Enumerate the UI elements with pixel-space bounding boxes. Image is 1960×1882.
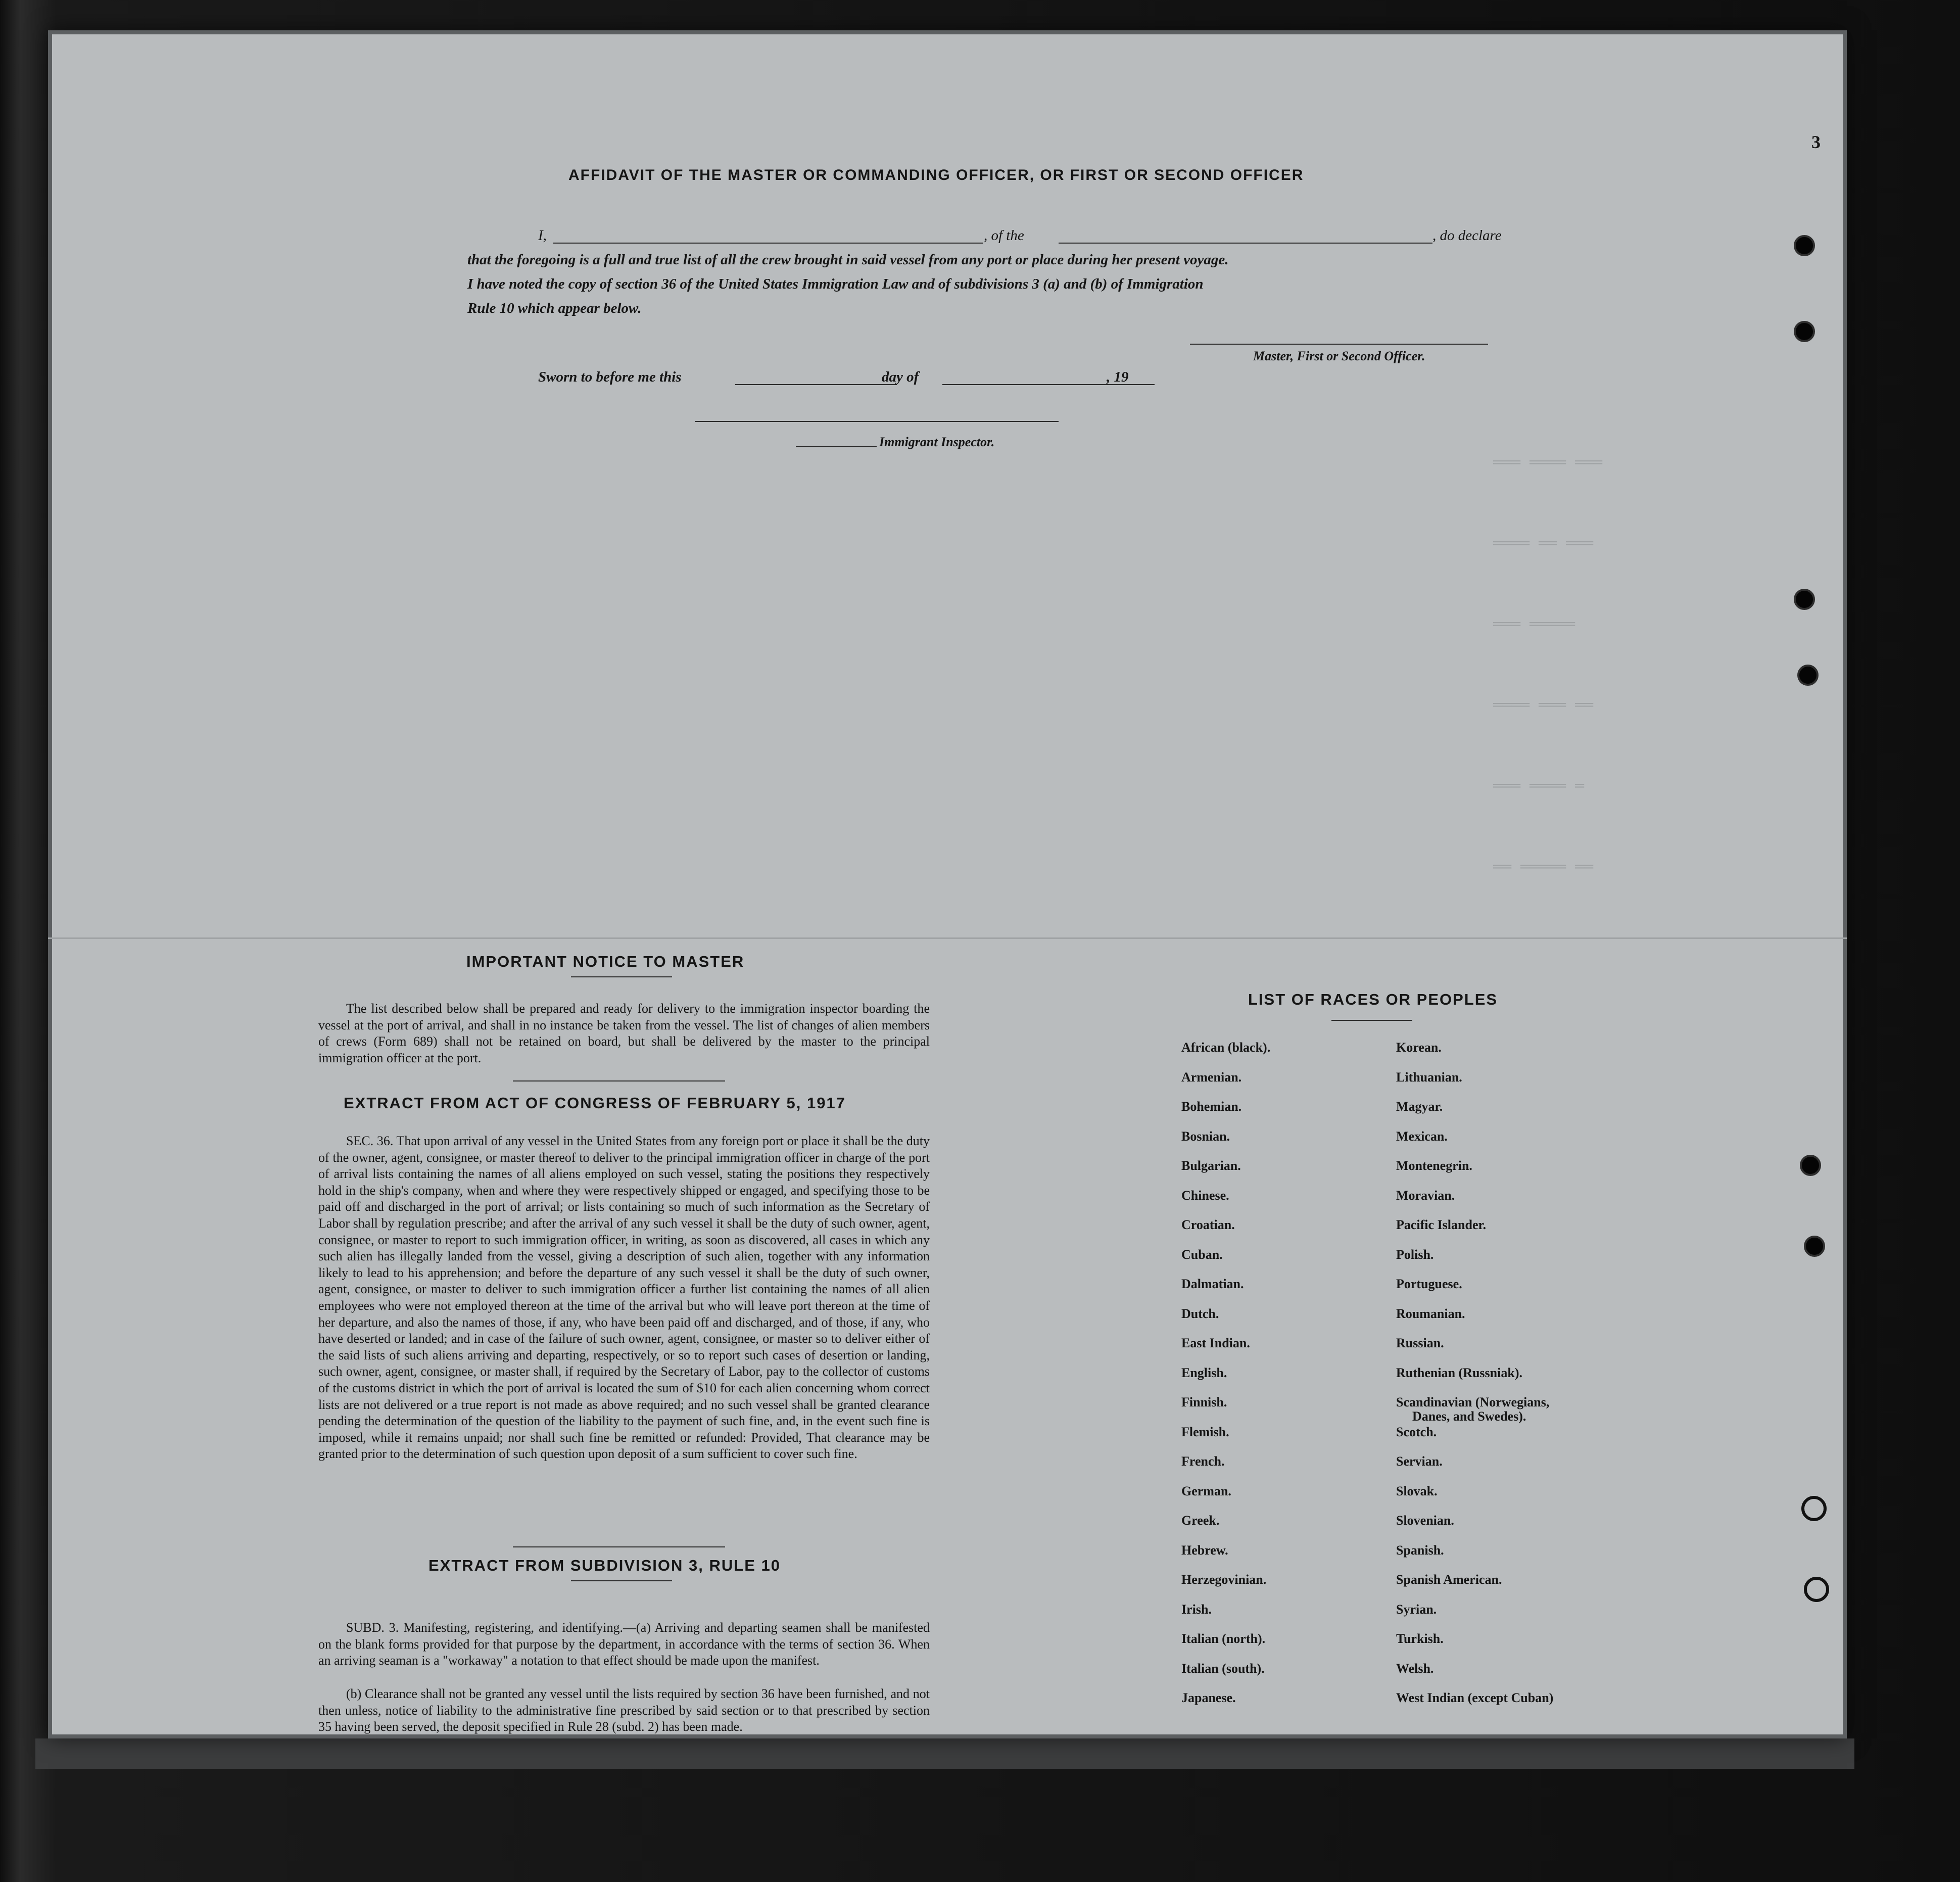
race-item: Roumanian.: [1396, 1306, 1465, 1321]
affidavit-title: AFFIDAVIT OF THE MASTER OR COMMANDING OFFICER, OR FIRST OR SECOND OFFICER: [568, 167, 1304, 183]
race-item: Montenegrin.: [1396, 1158, 1472, 1173]
race-item: Slovenian.: [1396, 1513, 1454, 1528]
race-item: Japanese.: [1181, 1690, 1236, 1705]
races-title-rule: [1331, 1020, 1412, 1021]
binder-hole: [1804, 1236, 1825, 1257]
race-item: Armenian.: [1181, 1069, 1242, 1085]
underlying-page-edge: [35, 1738, 1854, 1769]
race-item: Magyar.: [1396, 1099, 1443, 1114]
binder-hole: [1800, 1155, 1821, 1176]
sworn-day-blank: [735, 384, 897, 385]
bleed-through-text: ════ ══ ═══: [1493, 536, 1594, 553]
race-item: African (black).: [1181, 1040, 1271, 1055]
race-item: West Indian (except Cuban): [1396, 1690, 1554, 1705]
inspector-caption: Immigrant Inspector.: [879, 435, 995, 449]
notice-title: IMPORTANT NOTICE TO MASTER: [466, 953, 745, 970]
form-sheet: [48, 30, 1847, 1738]
day-of-label: day of: [882, 369, 919, 385]
affidavit-do-declare-label: , do declare: [1432, 227, 1502, 244]
binder-hole: [1794, 321, 1815, 342]
inspector-signature-line: [695, 421, 1059, 422]
race-item: Italian (south).: [1181, 1661, 1265, 1676]
race-item: Ruthenian (Russniak).: [1396, 1365, 1522, 1380]
page-fold-crease: [48, 937, 1847, 939]
race-item: Slovak.: [1396, 1483, 1438, 1498]
binder-hole: [1797, 665, 1819, 686]
affidavit-body-line-3: Rule 10 which appear below.: [467, 300, 642, 316]
race-item: Italian (north).: [1181, 1631, 1266, 1646]
sworn-label: Sworn to before me this: [538, 369, 682, 385]
race-item: Welsh.: [1396, 1661, 1434, 1676]
binder-hole: [1794, 589, 1815, 610]
page-number: 3: [1811, 132, 1821, 152]
race-item: Spanish.: [1396, 1542, 1444, 1558]
race-item: Danes, and Swedes).: [1412, 1409, 1526, 1424]
affidavit-body-line-2: I have noted the copy of section 36 of the United States Immigration Law and of subdivisions 3 (a) and (b) of Immigration: [467, 276, 1204, 292]
affidavit-body-line-1: that the foregoing is a full and true list of all the crew brought in said vessel from any port or place during her present voyage.: [467, 252, 1229, 268]
notice-text: The list described below shall be prepared and ready for delivery to the immigration inspector boarding the vessel at the port of arrival, and shall in no instance be taken from the vessel. The list of changes of alien members of crews (Form 689) shall not be retained on board, but shall be delivered by the master to the principal immigration officer at the port.: [318, 1001, 930, 1065]
race-item: Dutch.: [1181, 1306, 1219, 1321]
master-signature-line: [1190, 344, 1488, 345]
race-item: East Indian.: [1181, 1336, 1250, 1350]
bleed-through-text: ════ ═══ ══: [1493, 697, 1594, 715]
binder-hole: [1804, 1577, 1829, 1602]
race-item: Bulgarian.: [1181, 1158, 1241, 1173]
bleed-through-text: ═══ ═════: [1493, 617, 1575, 634]
race-item: Hebrew.: [1181, 1542, 1228, 1558]
race-item: Greek.: [1181, 1513, 1220, 1528]
race-item: Spanish American.: [1396, 1572, 1502, 1587]
race-item: Dalmatian.: [1181, 1277, 1244, 1291]
affidavit-i-label: I,: [538, 227, 547, 244]
race-item: Portuguese.: [1396, 1277, 1462, 1291]
race-item: Korean.: [1396, 1040, 1442, 1055]
year-label: , 19: [1107, 369, 1129, 385]
race-item: Irish.: [1181, 1602, 1212, 1617]
race-item: Polish.: [1396, 1247, 1434, 1262]
race-item: Bosnian.: [1181, 1128, 1230, 1144]
act-extract-title: EXTRACT FROM ACT OF CONGRESS OF FEBRUARY 5, 1917: [344, 1094, 846, 1112]
race-item: Herzegovinian.: [1181, 1572, 1267, 1587]
race-item: Syrian.: [1396, 1602, 1437, 1617]
race-item: English.: [1181, 1365, 1227, 1380]
rule-title-rule: [571, 1580, 672, 1581]
race-item: Moravian.: [1396, 1188, 1455, 1203]
race-item: Croatian.: [1181, 1217, 1235, 1232]
notice-title-rule: [571, 976, 672, 977]
race-item: Pacific Islander.: [1396, 1217, 1487, 1232]
race-item: Servian.: [1396, 1454, 1443, 1469]
binder-hole: [1794, 235, 1815, 256]
rule-subdivision-b: (b) Clearance shall not be granted any vessel until the lists required by section 36 have been furnished, and not then unless, notice of liability to the administrative fine prescribed by said section or to that prescribed by section 35 having been served, the deposit specified in Rule 28 (subd. 2) has been made.: [318, 1686, 930, 1734]
race-item: French.: [1181, 1454, 1225, 1469]
race-item: Flemish.: [1181, 1424, 1229, 1439]
race-item: Mexican.: [1396, 1128, 1448, 1144]
race-item: Russian.: [1396, 1336, 1444, 1350]
race-item: Finnish.: [1181, 1395, 1227, 1409]
race-item: Bohemian.: [1181, 1099, 1242, 1114]
act-separator: [513, 1546, 725, 1547]
vessel-blank-line: [1059, 243, 1432, 244]
bleed-through-text: ═══ ════ ═: [1493, 778, 1585, 795]
rule-extract-title: EXTRACT FROM SUBDIVISION 3, RULE 10: [428, 1557, 781, 1574]
bleed-through-text: ═══ ════ ═══: [1493, 455, 1603, 472]
race-item: Lithuanian.: [1396, 1069, 1462, 1085]
race-item: Chinese.: [1181, 1188, 1229, 1203]
master-signature-caption: Master, First or Second Officer.: [1253, 349, 1425, 363]
race-item: Cuban.: [1181, 1247, 1223, 1262]
race-item: German.: [1181, 1483, 1231, 1498]
inspector-short-line: [796, 446, 877, 447]
binder-hole: [1801, 1496, 1827, 1521]
notice-separator: [513, 1080, 725, 1081]
race-item: Scandinavian (Norwegians,: [1396, 1395, 1550, 1409]
races-title: LIST OF RACES OR PEOPLES: [1248, 991, 1498, 1008]
rule-subdivision-a: SUBD. 3. Manifesting, registering, and identifying.—(a) Arriving and departing seamen shall be manifested on the blank forms provided for that purpose by the department, in accordance with the terms of section 36. When an arriving seaman is a "workaway" a notation to that effect should be made upon the manifest.: [318, 1620, 930, 1668]
bleed-through-text: ══ ═════ ══: [1493, 859, 1594, 876]
race-item: Scotch.: [1396, 1424, 1437, 1439]
race-item: Turkish.: [1396, 1631, 1444, 1646]
name-blank-line: [553, 243, 983, 244]
act-extract-text: SEC. 36. That upon arrival of any vessel in the United States from any foreign port or place it shall be the duty of the owner, agent, consignee, or master thereof to deliver to the principal immigration officer in charge of the port of arrival lists containing the names of all aliens employed on such vessel, stating the positions they respectively hold in the ship's company, when and where they were respectively shipped or engaged, and specifying those to be paid off and discharged in the port of arrival; or lists containing so much of such information as the Secretary of Labor shall by regulation prescribe; and after the arrival of any such vessel it shall be the duty of such owner, agent, consignee, or master to report to such immigration officer, in writing, as soon as discovered, all cases in which any such alien has illegally landed from the vessel, giving a description of such alien, together with any information likely to lead to his apprehension; and before the departure of any such vessel it shall be the duty of such owner, agent, consignee, or master to deliver to such immigration officer a further list containing the names of all alien employees who were not employed thereon at the time of the arrival but who will leave port thereon at the time of her departure, and also the names of those, if any, who have been paid off and discharged, and of those, if any, who have deserted or landed; and in case of the failure of such owner, agent, consignee, or master so to deliver either of the said lists of such aliens arriving and departing, respectively, or so to report such cases of desertion or landing, such owner, agent, consignee, or master shall, if required by the Secretary of Labor, pay to the collector of customs of the customs district in which the port of arrival is located the sum of $10 for each alien concerning whom correct lists are not delivered or a true report is not made as above required; and no such vessel shall be granted clearance pending the determination of the question of the liability to the payment of such fine, and, in the event such fine is imposed, while it remains unpaid; nor shall such fine be remitted or refunded: Provided, That clearance may be granted prior to the determination of such question upon deposit of a sum sufficient to cover such fine.: [318, 1134, 930, 1462]
affidavit-of-the-label: , of the: [984, 227, 1024, 244]
